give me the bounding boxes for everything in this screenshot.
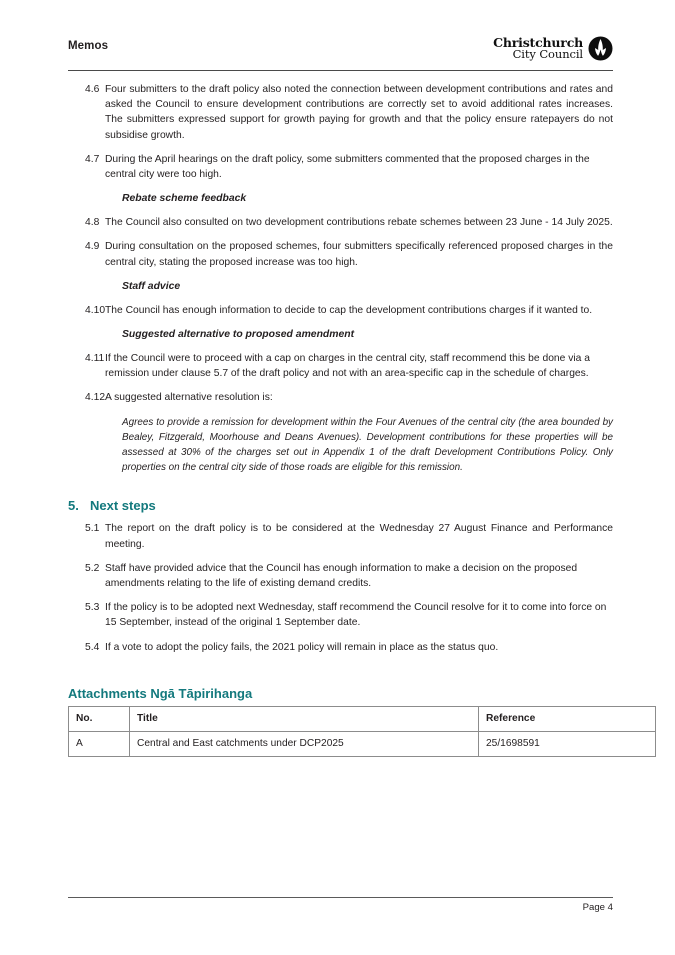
subheading-staff-advice: Staff advice bbox=[122, 280, 181, 292]
column-header-no: No. bbox=[69, 706, 130, 731]
logo-line-city-council: City Council bbox=[512, 46, 583, 61]
clause-4-10 bbox=[68, 303, 613, 318]
council-logo bbox=[493, 36, 613, 61]
table-header-row bbox=[69, 706, 656, 731]
cell-no: A bbox=[69, 731, 130, 756]
section-heading-next-steps bbox=[68, 497, 613, 514]
clause-text: Four submitters to the draft policy also noted the connection between development contributions and rates and asked the Council to ensure development contributions are correctly set to avoid additional rates increases. The submitters expressed support for growth paying for growth and that the policy ensure ratepayers do not subsidise growth. bbox=[105, 84, 613, 141]
attachments-heading: Attachments Ngā Tāpirihanga bbox=[68, 685, 253, 701]
cell-reference: 25/1698591 bbox=[479, 731, 656, 756]
clause-text: The report on the draft policy is to be considered at the Wednesday 27 August Finance and Performance meeting. bbox=[105, 523, 613, 550]
clause-number: 5.2 bbox=[85, 562, 100, 574]
clause-4-11 bbox=[68, 351, 613, 381]
footer-divider bbox=[68, 897, 613, 898]
clause-number: 4.10 bbox=[85, 304, 106, 316]
logo-line-christchurch: Christchurch bbox=[493, 35, 583, 50]
clause-number: 5.4 bbox=[85, 641, 100, 653]
header-title: Memos bbox=[68, 40, 109, 52]
clause-5-3 bbox=[68, 600, 613, 630]
clause-number: 5.3 bbox=[85, 602, 100, 614]
clause-text: The Council also consulted on two development contributions rebate schemes between 23 June - 14 July 2025. bbox=[105, 217, 613, 229]
clause-4-12 bbox=[68, 390, 613, 405]
clause-text: If a vote to adopt the policy fails, the 2021 policy will remain in place as the status quo. bbox=[105, 641, 499, 653]
clause-text: Staff have provided advice that the Council has enough information to make a decision on the proposed amendments relating to the life of existing demand credits. bbox=[105, 562, 578, 590]
clause-text: During the April hearings on the draft policy, some submitters commented that the proposed charges in the central city were too high. bbox=[105, 153, 590, 181]
clause-4-9 bbox=[68, 239, 613, 269]
attachments-table bbox=[68, 706, 656, 757]
clause-5-4 bbox=[68, 640, 613, 655]
clause-number: 4.8 bbox=[85, 217, 100, 229]
page-header bbox=[68, 36, 613, 66]
clause-4-6 bbox=[68, 82, 613, 143]
clause-5-1 bbox=[68, 521, 613, 551]
header-divider bbox=[68, 70, 613, 71]
cell-title: Central and East catchments under DCP2025 bbox=[130, 731, 479, 756]
section-number: 5. bbox=[68, 498, 79, 514]
table-row bbox=[69, 731, 656, 756]
page-number: Page 4 bbox=[582, 902, 613, 913]
column-header-title: Title bbox=[130, 706, 479, 731]
clause-number: 4.7 bbox=[85, 153, 100, 165]
clause-number: 4.6 bbox=[85, 84, 100, 95]
clause-text: During consultation on the proposed schemes, four submitters specifically referenced proposed charges in the central city, stating the proposed increase was too high. bbox=[105, 241, 613, 268]
clause-number: 5.1 bbox=[85, 523, 100, 535]
clause-number: 4.9 bbox=[85, 241, 100, 253]
subheading-rebate-scheme-feedback: Rebate scheme feedback bbox=[122, 193, 247, 205]
clause-text: The Council has enough information to decide to cap the development contributions charges if it wanted to. bbox=[105, 304, 593, 316]
clause-4-7 bbox=[68, 152, 613, 182]
clause-number: 4.12 bbox=[85, 392, 106, 404]
subheading-suggested-alternative: Suggested alternative to proposed amendment bbox=[122, 329, 355, 341]
clause-number: 4.11 bbox=[85, 353, 105, 365]
clause-4-8 bbox=[68, 215, 613, 230]
clause-text: If the Council were to proceed with a cap on charges in the central city, staff recommend this be done via a remission under clause 5.7 of the draft policy and not with an area-specific cap in the schedule of charges. bbox=[105, 353, 590, 380]
council-logo-text bbox=[493, 37, 583, 60]
clause-5-2 bbox=[68, 561, 613, 591]
suggested-resolution-quote: Agrees to provide a remission for development within the Four Avenues of the central city (the area bounded by Bealey, Fitzgerald, Moorhouse and Deans Avenues). Development contributions for these properties will be assessed at 30% of the charges set out in Appendix 1 of the draft Development Contributions Policy. Only properties on the central city side of those roads are eligible for this remission. bbox=[122, 416, 613, 474]
section-title: Next steps bbox=[90, 498, 156, 514]
clause-text: A suggested alternative resolution is: bbox=[105, 392, 273, 404]
document-body bbox=[68, 82, 613, 757]
clause-text: If the policy is to be adopted next Wednesday, staff recommend the Council resolve for it to come into force on 15 September, instead of the original 1 September date. bbox=[105, 602, 607, 629]
council-logo-mark-icon bbox=[588, 36, 613, 61]
column-header-reference: Reference bbox=[479, 706, 656, 731]
